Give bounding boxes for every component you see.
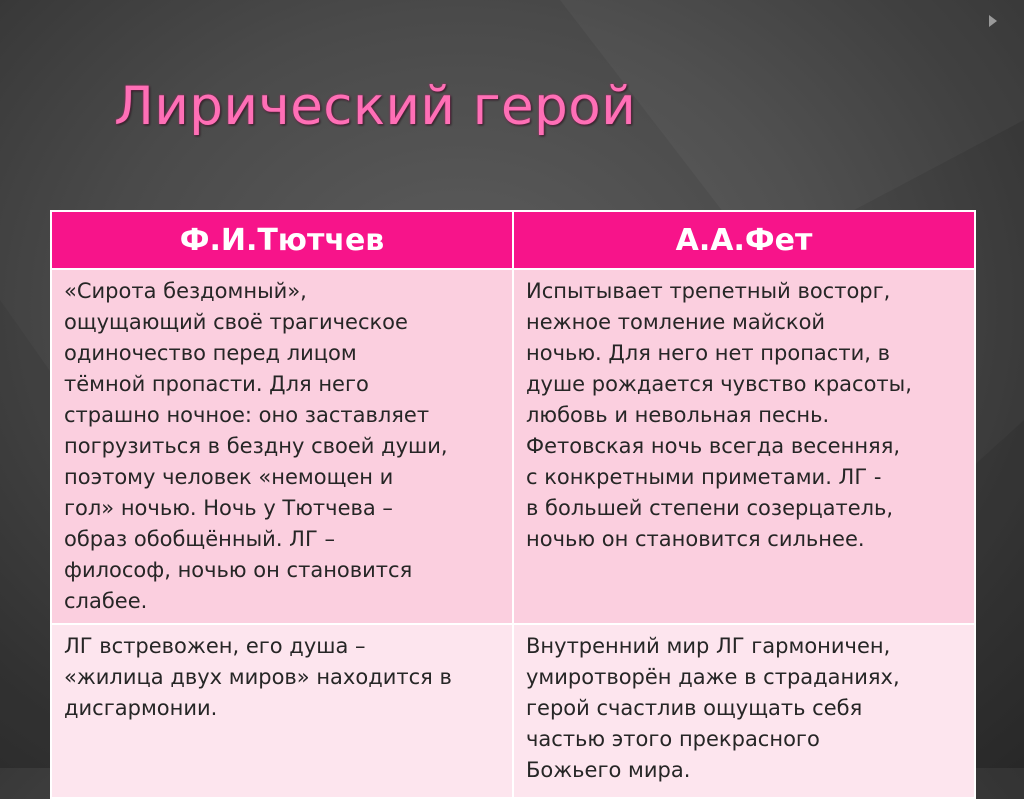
play-arrow-icon[interactable] — [989, 15, 997, 27]
table-cell — [51, 269, 513, 624]
table-cell — [513, 269, 975, 624]
table-header-row — [51, 211, 975, 269]
column-header-tyutchev: Ф.И.Тютчев — [51, 211, 513, 269]
column-header-fet: А.А.Фет — [513, 211, 975, 269]
table-cell — [513, 624, 975, 798]
comparison-table — [50, 210, 976, 799]
cell-text: Внутренний мир ЛГ гармоничен, умиротворён даже в страданиях, герой счастлив ощущать себя частью этого прекрасного Божьего мира. — [526, 634, 900, 782]
cell-text: Испытывает трепетный восторг, нежное томление майской ночью. Для него нет пропасти, в душе рождается чувство красоты, любовь и невольная песнь. Фетовская ночь всегда весенняя, с конкретными приметами. ЛГ - в большей степени созерцатель, ночью он становится сильнее. — [526, 279, 912, 551]
cell-text: «Сирота бездомный», ощущающий своё трагическое одиночество перед лицом тёмной пропасти. Для него страшно ночное: оно заставляет погрузиться в бездну своей души, поэтому человек «немощен и гол» ночью. Ночь у Тютчева – образ обобщённый. ЛГ – философ, ночью он становится слабее. — [64, 279, 448, 613]
table-row — [51, 269, 975, 624]
table-row — [51, 624, 975, 798]
cell-text: ЛГ встревожен, его душа – «жилица двух миров» находится в дисгармонии. — [64, 634, 452, 720]
slide-title: Лирический герой — [114, 76, 637, 137]
table-cell — [51, 624, 513, 798]
